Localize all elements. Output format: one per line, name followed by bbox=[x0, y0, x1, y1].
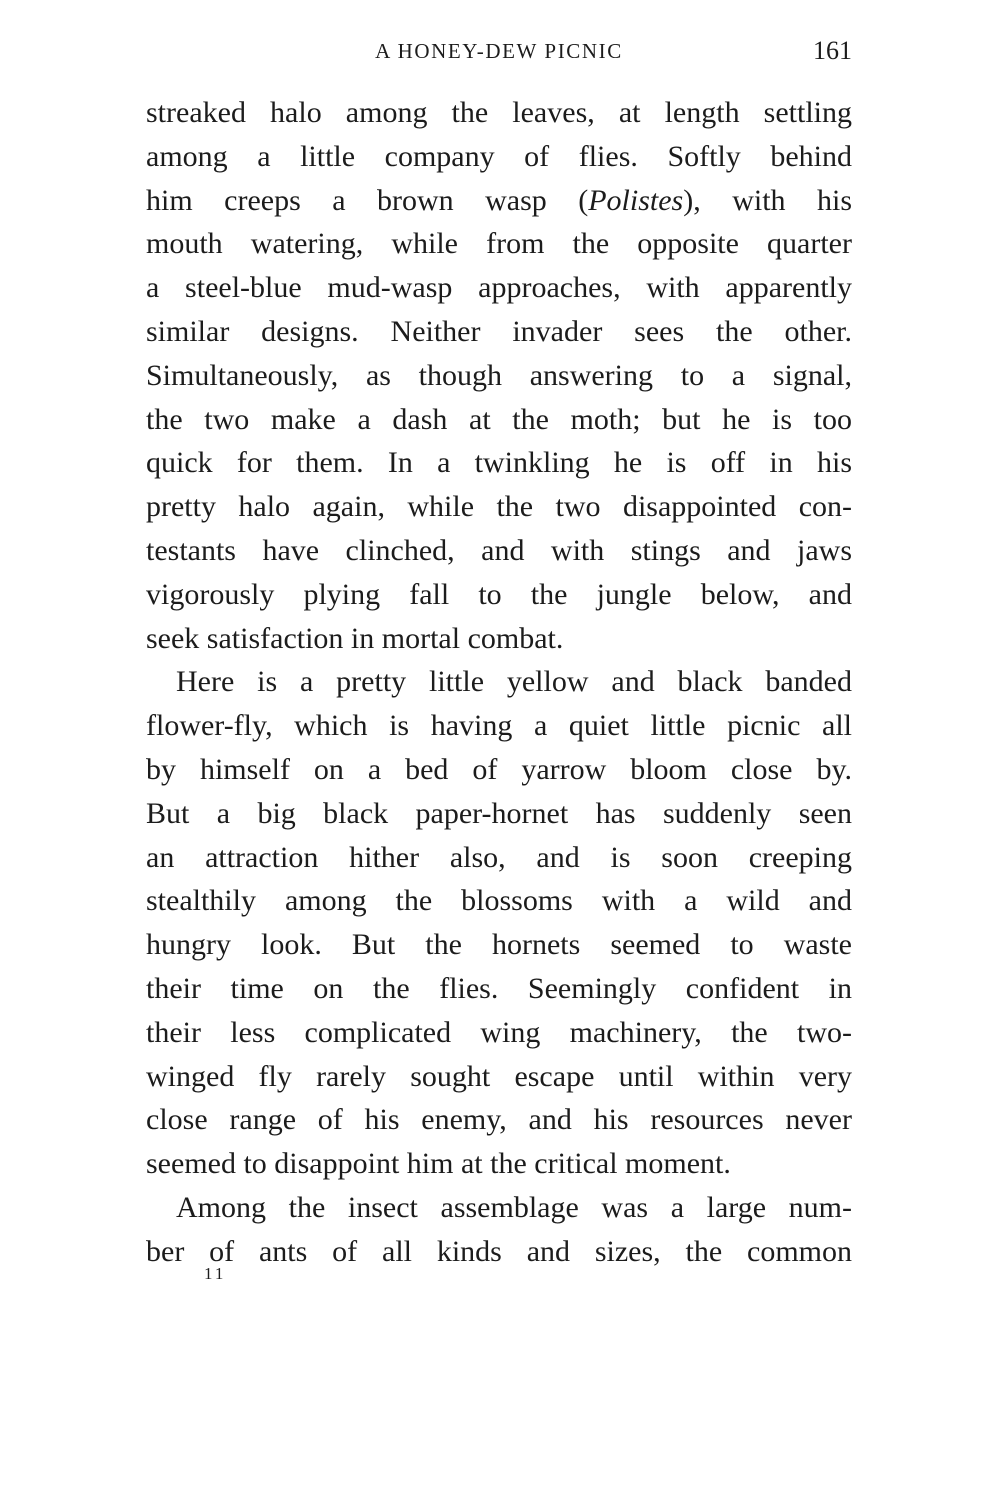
text-line: close range of his enemy, and his resources never bbox=[146, 1103, 852, 1137]
text-line: testants have clinched, and with stings and jaws bbox=[146, 533, 852, 567]
text-line: quick for them. In a twinkling he is off in his bbox=[146, 446, 852, 480]
running-head: A HONEY-DEW PICNIC bbox=[375, 39, 623, 63]
body-text bbox=[146, 91, 852, 1274]
text-line: their time on the flies. Seemingly confident in bbox=[146, 971, 852, 1005]
text-segment: ), with his bbox=[683, 183, 852, 217]
text-line: mouth watering, while from the opposite quarter bbox=[146, 227, 852, 261]
text-line: winged fly rarely sought escape until within very bbox=[146, 1059, 852, 1093]
text-line: by himself on a bed of yarrow bloom close by. bbox=[146, 752, 852, 786]
text-line: ber of ants of all kinds and sizes, the common bbox=[146, 1234, 852, 1268]
text-line: stealthily among the blossoms with a wild and bbox=[146, 884, 852, 918]
text-line: streaked halo among the leaves, at length settling bbox=[146, 96, 852, 129]
signature-mark: 11 bbox=[204, 1264, 227, 1283]
page-header bbox=[146, 36, 852, 70]
text-segment: him creeps a brown wasp ( bbox=[146, 183, 589, 217]
text-line bbox=[146, 179, 852, 223]
text-line: among a little company of flies. Softly behind bbox=[146, 139, 852, 173]
text-line: Simultaneously, as though answering to a signal, bbox=[146, 358, 852, 392]
page-number: 161 bbox=[813, 36, 852, 65]
text-line: the two make a dash at the moth; but he is too bbox=[146, 402, 852, 436]
text-line: similar designs. Neither invader sees the other. bbox=[146, 314, 852, 348]
text-line: seek satisfaction in mortal combat. bbox=[146, 621, 564, 655]
italic-genus-name: Polistes bbox=[588, 183, 684, 217]
paragraph-first-line: Among the insect assemblage was a large num- bbox=[176, 1190, 852, 1224]
text-line: hungry look. But the hornets seemed to waste bbox=[146, 928, 852, 962]
text-line: their less complicated wing machinery, the two- bbox=[146, 1015, 852, 1049]
text-line: a steel-blue mud-wasp approaches, with apparently bbox=[146, 271, 852, 305]
text-line: flower-fly, which is having a quiet little picnic all bbox=[146, 709, 852, 743]
text-line: But a big black paper-hornet has suddenly seen bbox=[146, 796, 852, 830]
text-line: vigorously plying fall to the jungle below, and bbox=[146, 577, 852, 611]
paragraph-first-line: Here is a pretty little yellow and black banded bbox=[176, 665, 852, 699]
text-line: an attraction hither also, and is soon creeping bbox=[146, 840, 852, 874]
text-line: seemed to disappoint him at the critical moment. bbox=[146, 1147, 731, 1181]
text-line: pretty halo again, while the two disappointed con- bbox=[146, 490, 852, 524]
